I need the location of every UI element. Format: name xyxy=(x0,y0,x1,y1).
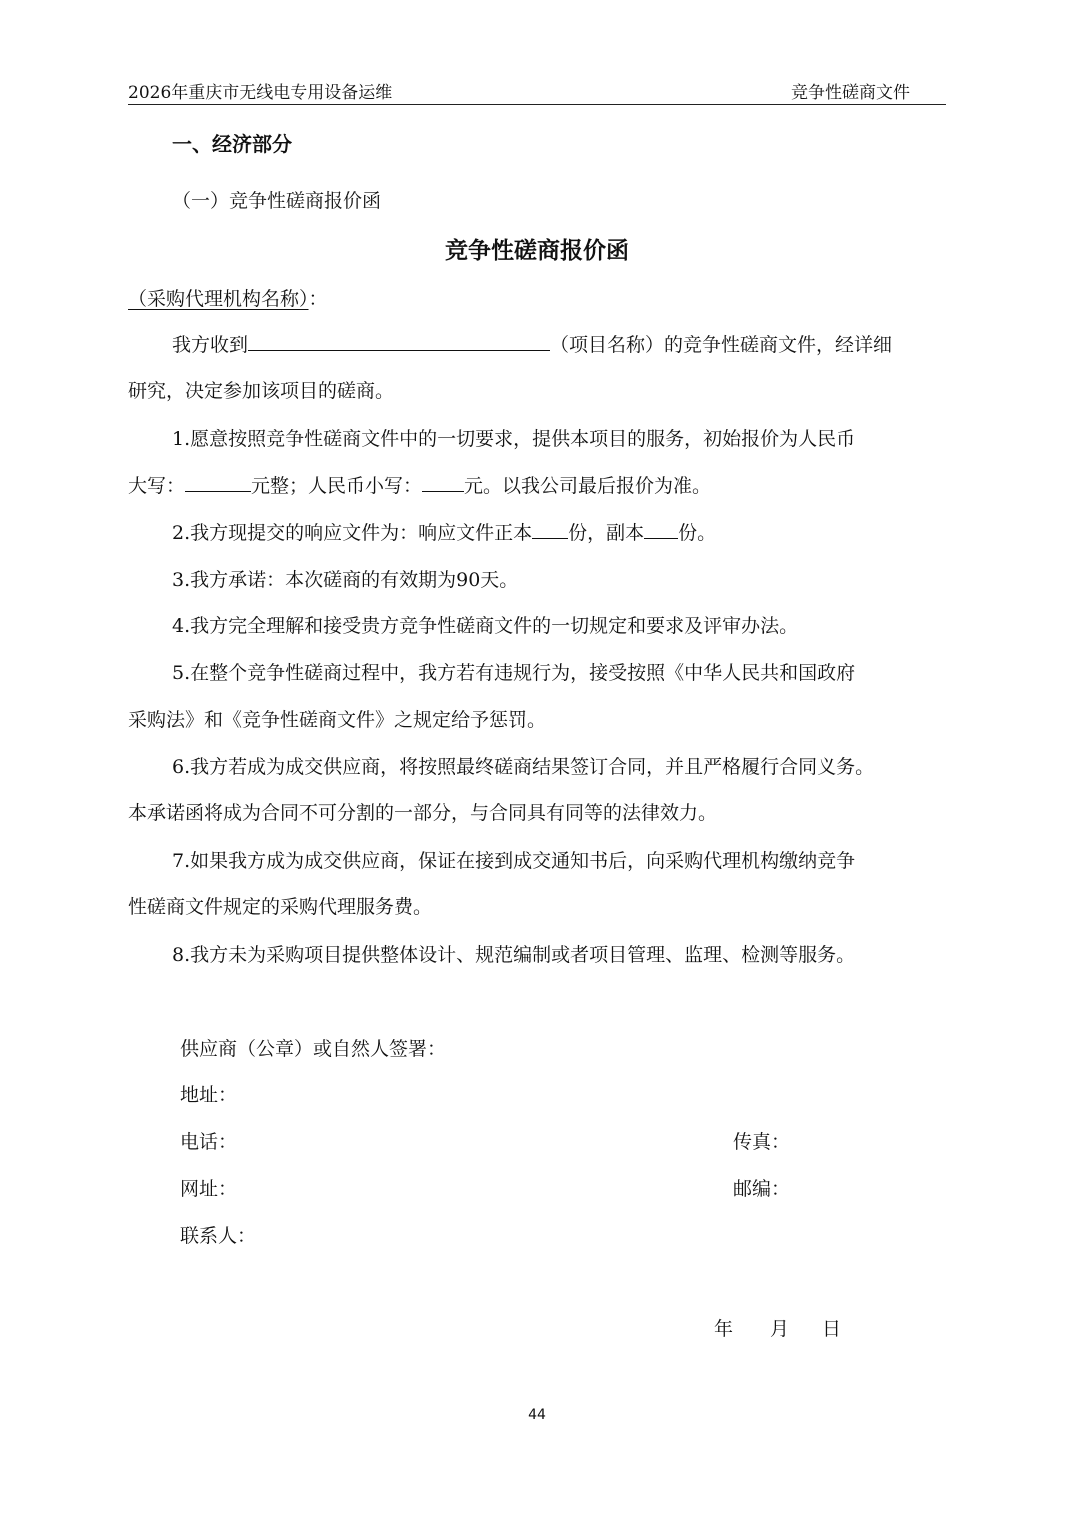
clause-5-line-1: 5.在整个竞争性磋商过程中，我方若有违规行为，接受按照《中华人民共和国政府 xyxy=(172,662,856,684)
clause-8: 8.我方未为采购项目提供整体设计、规范编制或者项目管理、监理、检测等服务。 xyxy=(172,944,856,966)
postcode-label: 邮编： xyxy=(733,1178,791,1200)
clause-3: 3.我方承诺：本次磋商的有效期为90天。 xyxy=(172,569,519,591)
clause-5-line-2: 采购法》和《竞争性磋商文件》之规定给予惩罚。 xyxy=(128,709,547,731)
clause-1-line-2 xyxy=(128,471,711,498)
intro-line xyxy=(172,330,892,357)
numeric-amount-blank[interactable] xyxy=(422,473,464,492)
clause-4: 4.我方完全理解和接受贵方竞争性磋商文件的一切规定和要求及评审办法。 xyxy=(172,615,799,637)
fax-label: 传真： xyxy=(733,1131,791,1153)
clause-7-line-1: 7.如果我方成为成交供应商，保证在接到成交通知书后，向采购代理机构缴纳竞争 xyxy=(172,850,856,872)
page-header xyxy=(128,76,946,105)
addressee: （采购代理机构名称） xyxy=(128,288,309,310)
date-day: 日 xyxy=(822,1318,842,1340)
contact-label: 联系人： xyxy=(180,1225,257,1247)
date-month: 月 xyxy=(770,1318,790,1340)
original-copies-blank[interactable] xyxy=(532,520,568,539)
clause-7-line-2: 性磋商文件规定的采购代理服务费。 xyxy=(128,896,433,918)
supplier-signature-label: 供应商（公章）或自然人签署： xyxy=(180,1038,447,1060)
clause-2-a: 2.我方现提交的响应文件为：响应文件正本 xyxy=(172,522,533,544)
header-left: 2026年重庆市无线电专用设备运维 xyxy=(128,83,393,103)
clause-2-c: 份。 xyxy=(678,522,717,544)
intro-continuation: 研究，决定参加该项目的磋商。 xyxy=(128,380,395,402)
header-right: 竞争性磋商文件 xyxy=(791,83,910,103)
document-title: 竞争性磋商报价函 xyxy=(445,238,629,264)
clause-6-line-2: 本承诺函将成为合同不可分割的一部分，与合同具有同等的法律效力。 xyxy=(128,802,718,824)
addressee-line xyxy=(128,284,328,311)
clause-1-line-1: 1.愿意按照竞争性磋商文件中的一切要求，提供本项目的服务，初始报价为人民币 xyxy=(172,428,856,450)
address-label: 地址： xyxy=(180,1084,238,1106)
website-label: 网址： xyxy=(180,1178,238,1200)
duplicate-copies-blank[interactable] xyxy=(644,520,678,539)
sub-heading: （一）竞争性磋商报价函 xyxy=(172,190,382,212)
clause-1-c: 元。以我公司最后报价为准。 xyxy=(464,475,712,497)
clause-2-b: 份，副本 xyxy=(568,522,645,544)
clause-1-b: 元整；人民币小写： xyxy=(251,475,423,497)
project-name-blank[interactable] xyxy=(248,332,550,351)
capital-amount-blank[interactable] xyxy=(185,473,251,492)
addressee-colon: ： xyxy=(308,288,328,310)
phone-label: 电话： xyxy=(180,1131,238,1153)
page-number: 44 xyxy=(528,1407,546,1423)
clause-1-a: 大写： xyxy=(128,475,186,497)
clause-6-line-1: 6.我方若成为成交供应商，将按照最终磋商结果签订合同，并且严格履行合同义务。 xyxy=(172,756,875,778)
section-heading: 一、经济部分 xyxy=(172,132,292,156)
intro-suffix: （项目名称）的竞争性磋商文件，经详细 xyxy=(550,334,893,356)
date-year: 年 xyxy=(714,1318,734,1340)
clause-2 xyxy=(172,518,716,545)
intro-prefix: 我方收到 xyxy=(172,334,249,356)
